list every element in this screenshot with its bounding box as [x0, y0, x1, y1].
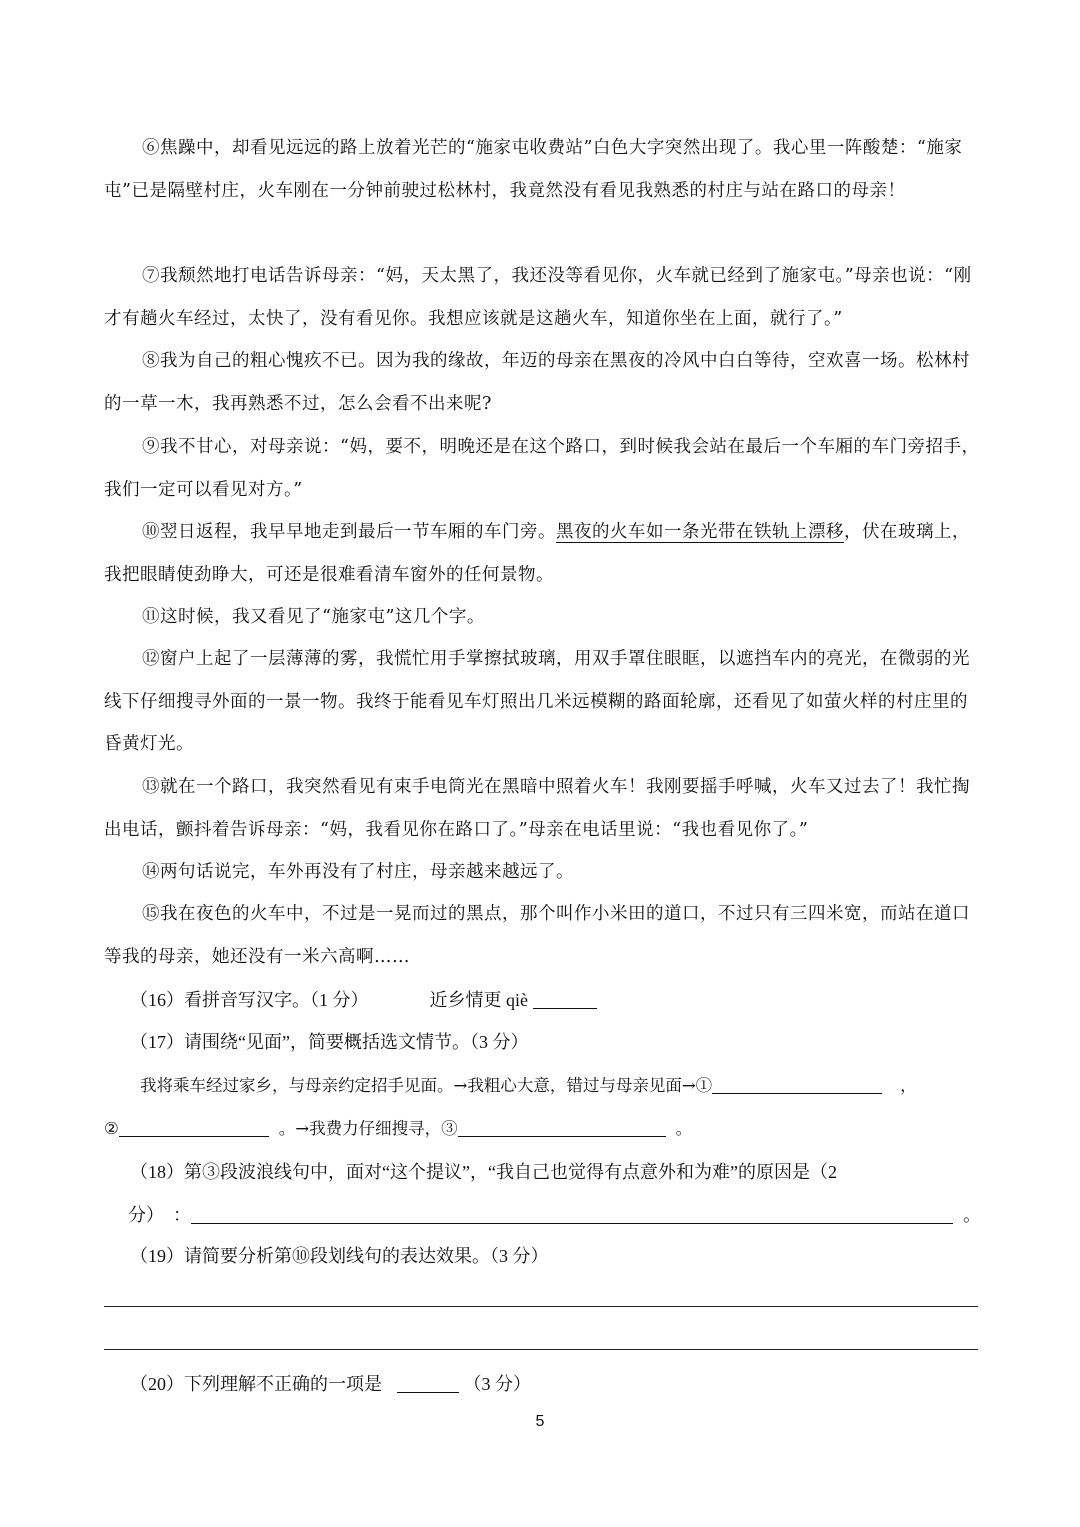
q20-answer-blank[interactable]: [397, 1370, 459, 1393]
paragraph-9: ⑨我不甘心，对母亲说：“妈，要不，明晚还是在这个路口，到时候我会站在最后一个车厢的车门旁招手，我们一定可以看见对方。”: [104, 437, 980, 500]
paragraph-14: ⑭两句话说完，车外再没有了村庄，母亲越来越远了。: [142, 862, 574, 882]
q17-blank-1[interactable]: [712, 1071, 882, 1094]
underlined-sentence: 黑夜的火车如一条光带在铁轨上漂移: [556, 522, 844, 542]
q19-answer-line-1[interactable]: [104, 1306, 978, 1307]
q19-answer-line-2[interactable]: [104, 1349, 978, 1350]
paragraph-15: ⑮我在夜色的火车中，不过是一晃而过的黑点，那个叫作小米田的道口，不过只有三四米宽，而站在道口等我的母亲，她还没有一米六高啊……: [104, 904, 970, 967]
question-17: （17）请围绕“见面”，简要概括选文情节。（3 分）: [130, 1032, 529, 1052]
q17-line-2: ② 。→我费力仔细搜寻，③ 。: [104, 1114, 692, 1144]
question-18: （18）第③段波浪线句中，面对“这个提议”，“我自己也觉得有点意外和为难”的原因是（2: [130, 1162, 837, 1182]
paragraph-11: ⑪这时候，我又看见了“施家屯”这几个字。: [142, 607, 485, 627]
q18-line-2: 分） ： 。: [128, 1200, 981, 1230]
q17-blank-2[interactable]: [119, 1114, 269, 1137]
paragraph-8: ⑧我为自己的粗心愧疚不已。因为我的缘故，年迈的母亲在黑夜的冷风中白白等待，空欢喜一场。松林村的一草一木，我再熟悉不过，怎么会看不出来呢?: [104, 351, 970, 414]
page-number: 5: [535, 1413, 545, 1430]
paragraph-10: ⑩翌日返程，我早早地走到最后一节车厢的车门旁。黑夜的火车如一条光带在铁轨上漂移，伏在玻璃上，我把眼睛使劲睁大，可还是很难看清车窗外的任何景物。: [104, 522, 970, 585]
paragraph-13: ⑬就在一个路口，我突然看见有束手电筒光在黑暗中照着火车！我刚要摇手呼喊，火车又过去了！我忙掏出电话，颤抖着告诉母亲：“妈，我看见你在路口了。”母亲在电话里说：“我也看见你了。”: [104, 777, 970, 840]
q18-answer-blank[interactable]: [191, 1201, 953, 1224]
q16-item: 近乡情更 qiè: [429, 990, 528, 1010]
question-16: （16）看拼音写汉字。（1 分） 近乡情更 qiè: [130, 985, 597, 1015]
question-20: （20）下列理解不正确的一项是 （3 分）: [130, 1369, 531, 1399]
paragraph-7: ⑦我颓然地打电话告诉母亲：“妈，天太黑了，我还没等看见你，火车就已经到了施家屯。”母亲也说：“刚才有趟火车经过，太快了，没有看见你。我想应该就是这趟火车，知道你坐在上面，就行了。”: [104, 266, 972, 329]
q16-answer-blank[interactable]: [533, 986, 597, 1009]
q17-blank-3[interactable]: [458, 1114, 666, 1137]
paragraph-12: ⑫窗户上起了一层薄薄的雾，我慌忙用手掌擦拭玻璃，用双手罩住眼眶，以遮挡车内的亮光，在微弱的光线下仔细搜寻外面的一景一物。我终于能看见车灯照出几米远模糊的路面轮廓，还看见了如萤火样的村庄里的昏黄灯光。: [104, 649, 970, 754]
question-19: （19）请简要分析第⑩段划线句的表达效果。（3 分）: [130, 1246, 549, 1266]
paragraph-6: ⑥焦躁中，却看见远远的路上放着光芒的“施家屯收费站”白色大字突然出现了。我心里一阵酸楚：“施家屯”已是隔壁村庄，火车刚在一分钟前驶过松林村，我竟然没有看见我熟悉的村庄与站在路口的母亲！: [104, 138, 963, 201]
q17-line-1: 我将乘车经过家乡，与母亲约定招手见面。→我粗心大意，错过与母亲见面→① ，: [140, 1071, 917, 1101]
